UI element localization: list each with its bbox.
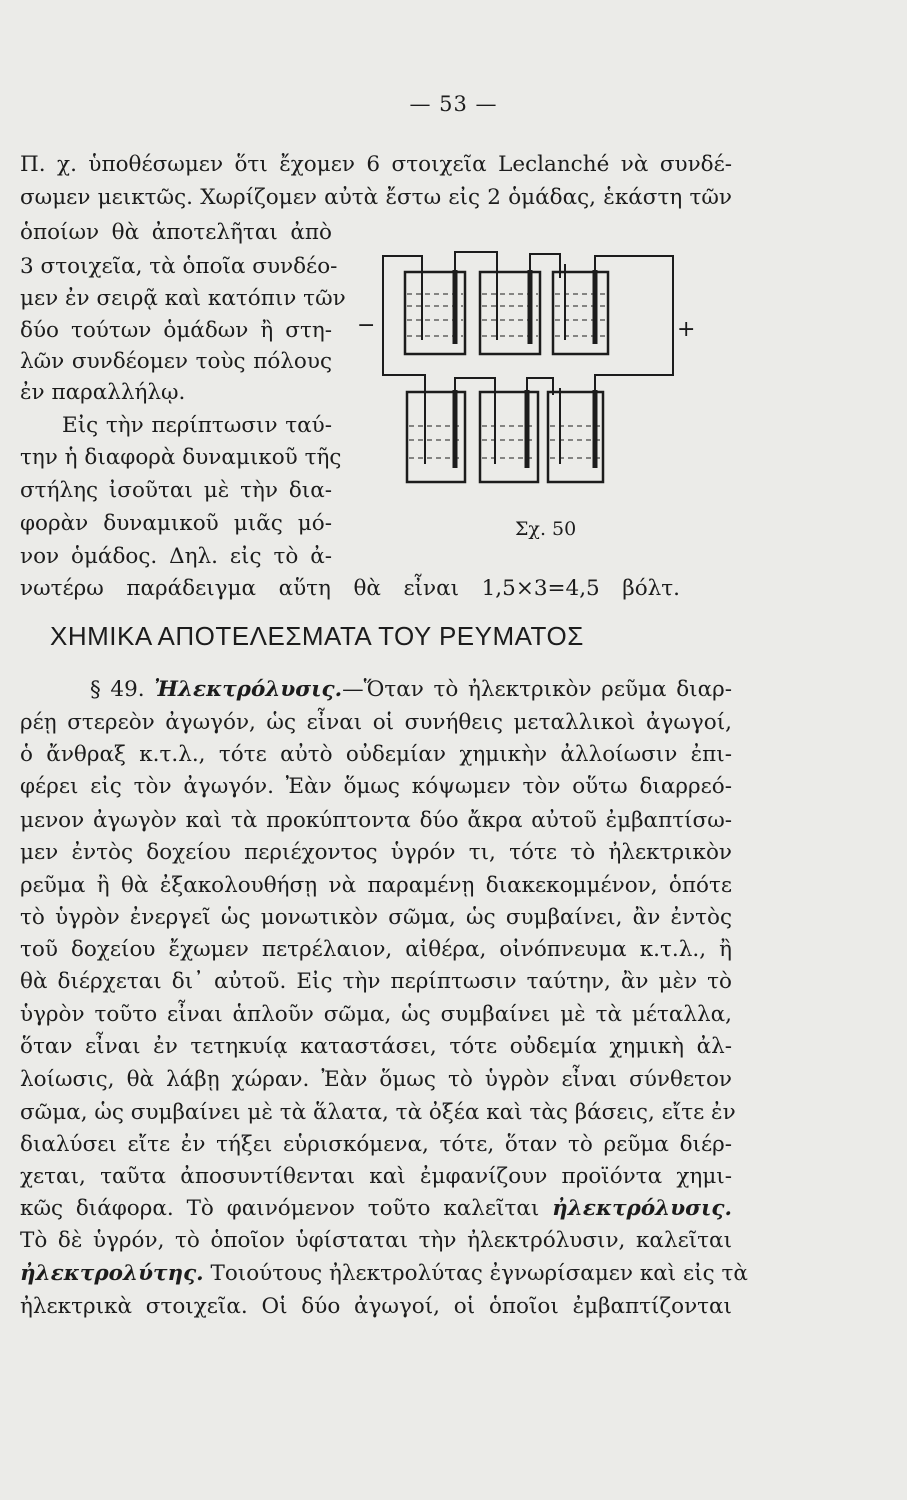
- electrodes: [422, 264, 595, 468]
- text-line: στήλης ἰσοῦται μὲ τὴν δια-: [20, 478, 332, 503]
- text-line: την ἡ διαφορὰ δυναμικοῦ τῆς: [20, 445, 342, 470]
- text-run: κῶς διάφορα. Τὸ φαινόμενον τοῦτο καλεῖται: [20, 1196, 553, 1221]
- text-line: ἠλεκτρικὰ στοιχεῖα. Οἱ δύο ἀγωγοί, οἱ ὁποῖοι ἐμβαπτίζονται: [20, 1294, 732, 1319]
- figure-caption: Σχ. 50: [515, 518, 577, 540]
- text-line: Τὸ δὲ ὑγρόν, τὸ ὁποῖον ὑφίσταται τὴν ἠλεκτρόλυσιν, καλεῖται: [20, 1228, 732, 1253]
- minus-pole-label: −: [357, 313, 376, 338]
- text-line: λῶν συνδέομεν τοὺς πόλους: [20, 349, 332, 374]
- term-electrolyte: ἠλεκτρολύτης.: [20, 1261, 204, 1286]
- text-line: Π. χ. ὑποθέσωμεν ὅτι ἔχομεν 6 στοιχεῖα Leclanché νὰ συνδέ-: [20, 152, 732, 177]
- electrolyte-levels: [407, 294, 606, 458]
- plus-pole-label: +: [677, 317, 696, 342]
- text-line: [20, 1194, 732, 1224]
- text-line: μενον ἀγωγὸν καὶ τὰ προκύπτοντα δύο ἄκρα αὐτοῦ ἐμβαπτίσω-: [20, 808, 732, 833]
- text-line: 3 στοιχεῖα, τὰ ὁποῖα συνδέο-: [20, 254, 338, 279]
- text-line: μεν ἐν σειρᾷ καὶ κατόπιν τῶν: [20, 286, 346, 311]
- text-line: Εἰς τὴν περίπτωσιν ταύ-: [62, 413, 332, 438]
- text-line: τοῦ δοχείου ἔχωμεν πετρέλαιον, αἰθέρα, οἰνόπνευμα κ.τ.λ., ἢ: [20, 937, 732, 962]
- battery-diagram: [355, 240, 715, 500]
- text-line: νωτέρω παράδειγμα αὕτη θὰ εἶναι 1,5×3=4,5 βόλτ.: [20, 576, 680, 601]
- term-electrolysis: ἠλεκτρόλυσις.: [552, 1196, 732, 1221]
- text-line: θὰ διέρχεται δι᾽ αὐτοῦ. Εἰς τὴν περίπτωσιν ταύτην, ἂν μὲν τὸ: [20, 969, 732, 994]
- text-line: τὸ ὑγρὸν ἐνεργεῖ ὡς μονωτικὸν σῶμα, ὡς συμβαίνει, ἂν ἐντὸς: [20, 905, 732, 930]
- section-number: § 49.: [90, 677, 145, 702]
- text-line: φορὰν δυναμικοῦ μιᾶς μό-: [20, 511, 332, 536]
- section-term: Ἠλεκτρόλυσις.: [154, 677, 343, 702]
- cell-jar: [553, 272, 608, 354]
- text-line: ὅταν εἶναι ἐν τετηκυίᾳ καταστάσει, τότε οὐδεμία χημικὴ ἀλ-: [20, 1034, 732, 1059]
- text-line: ὁ ἄνθραξ κ.τ.λ., τότε αὐτὸ οὐδεμίαν χημικὴν ἀλλοίωσιν ἐπι-: [20, 742, 732, 767]
- text-line: [20, 675, 732, 705]
- text-line: ὑγρὸν τοῦτο εἶναι ἁπλοῦν σῶμα, ὡς συμβαίνει μὲ τὰ μέταλλα,: [20, 1002, 732, 1027]
- text-line: νον ὁμάδος. Δηλ. εἰς τὸ ἀ-: [20, 544, 332, 569]
- text-line: σῶμα, ὡς συμβαίνει μὲ τὰ ἅλατα, τὰ ὀξέα καὶ τὰς βάσεις, εἴτε ἐν: [20, 1100, 736, 1125]
- text-line: ρεῦμα ἢ θὰ ἐξακολουθήσῃ νὰ παραμένῃ διακεκομμένον, ὁπότε: [20, 873, 732, 898]
- section-first-line: —Ὅταν τὸ ἠλεκτρικὸν ρεῦμα διαρ-: [342, 677, 732, 702]
- text-line: διαλύσει εἴτε ἐν τήξει εὑρισκόμενα, τότε, ὅταν τὸ ρεῦμα διέρ-: [20, 1132, 732, 1157]
- section-heading: ΧΗΜΙΚΑ ΑΠΟΤΕΛΕΣΜΑΤΑ ΤΟΥ ΡΕΥΜΑΤΟΣ: [50, 621, 584, 651]
- text-line: [20, 1259, 748, 1289]
- text-line: δύο τούτων ὁμάδων ἢ στη-: [20, 318, 332, 343]
- text-line: ρέῃ στερεὸν ἀγωγόν, ὡς εἶναι οἱ συνήθεις μεταλλικοὶ ἀγωγοί,: [20, 710, 732, 735]
- text-line: χεται, ταῦτα ἀποσυντίθενται καὶ ἐμφανίζουν προϊόντα χημι-: [20, 1164, 732, 1189]
- text-line: ὁποίων θὰ ἀποτελῆται ἀπὸ: [20, 220, 332, 245]
- text-line: φέρει εἰς τὸν ἀγωγόν. Ἐὰν ὅμως κόψωμεν τὸν οὕτω διαρρεό-: [20, 774, 732, 799]
- text-line: σωμεν μεικτῶς. Χωρίζομεν αὐτὰ ἔστω εἰς 2 ὁμάδας, ἑκάστη τῶν: [20, 185, 732, 210]
- text-line: λοίωσις, θὰ λάβῃ χώραν. Ἐὰν ὅμως τὸ ὑγρὸν εἶναι σύνθετον: [20, 1067, 732, 1092]
- text-run: Τοιούτους ἠλεκτρολύτας ἐγνωρίσαμεν καὶ εἰς τὰ: [203, 1261, 748, 1286]
- text-line: ἐν παραλλήλῳ.: [20, 380, 186, 405]
- page-number: — 53 —: [409, 92, 498, 116]
- text-line: μεν ἐντὸς δοχείου περιέχοντος ὑγρόν τι, τότε τὸ ἠλεκτρικὸν: [20, 840, 732, 865]
